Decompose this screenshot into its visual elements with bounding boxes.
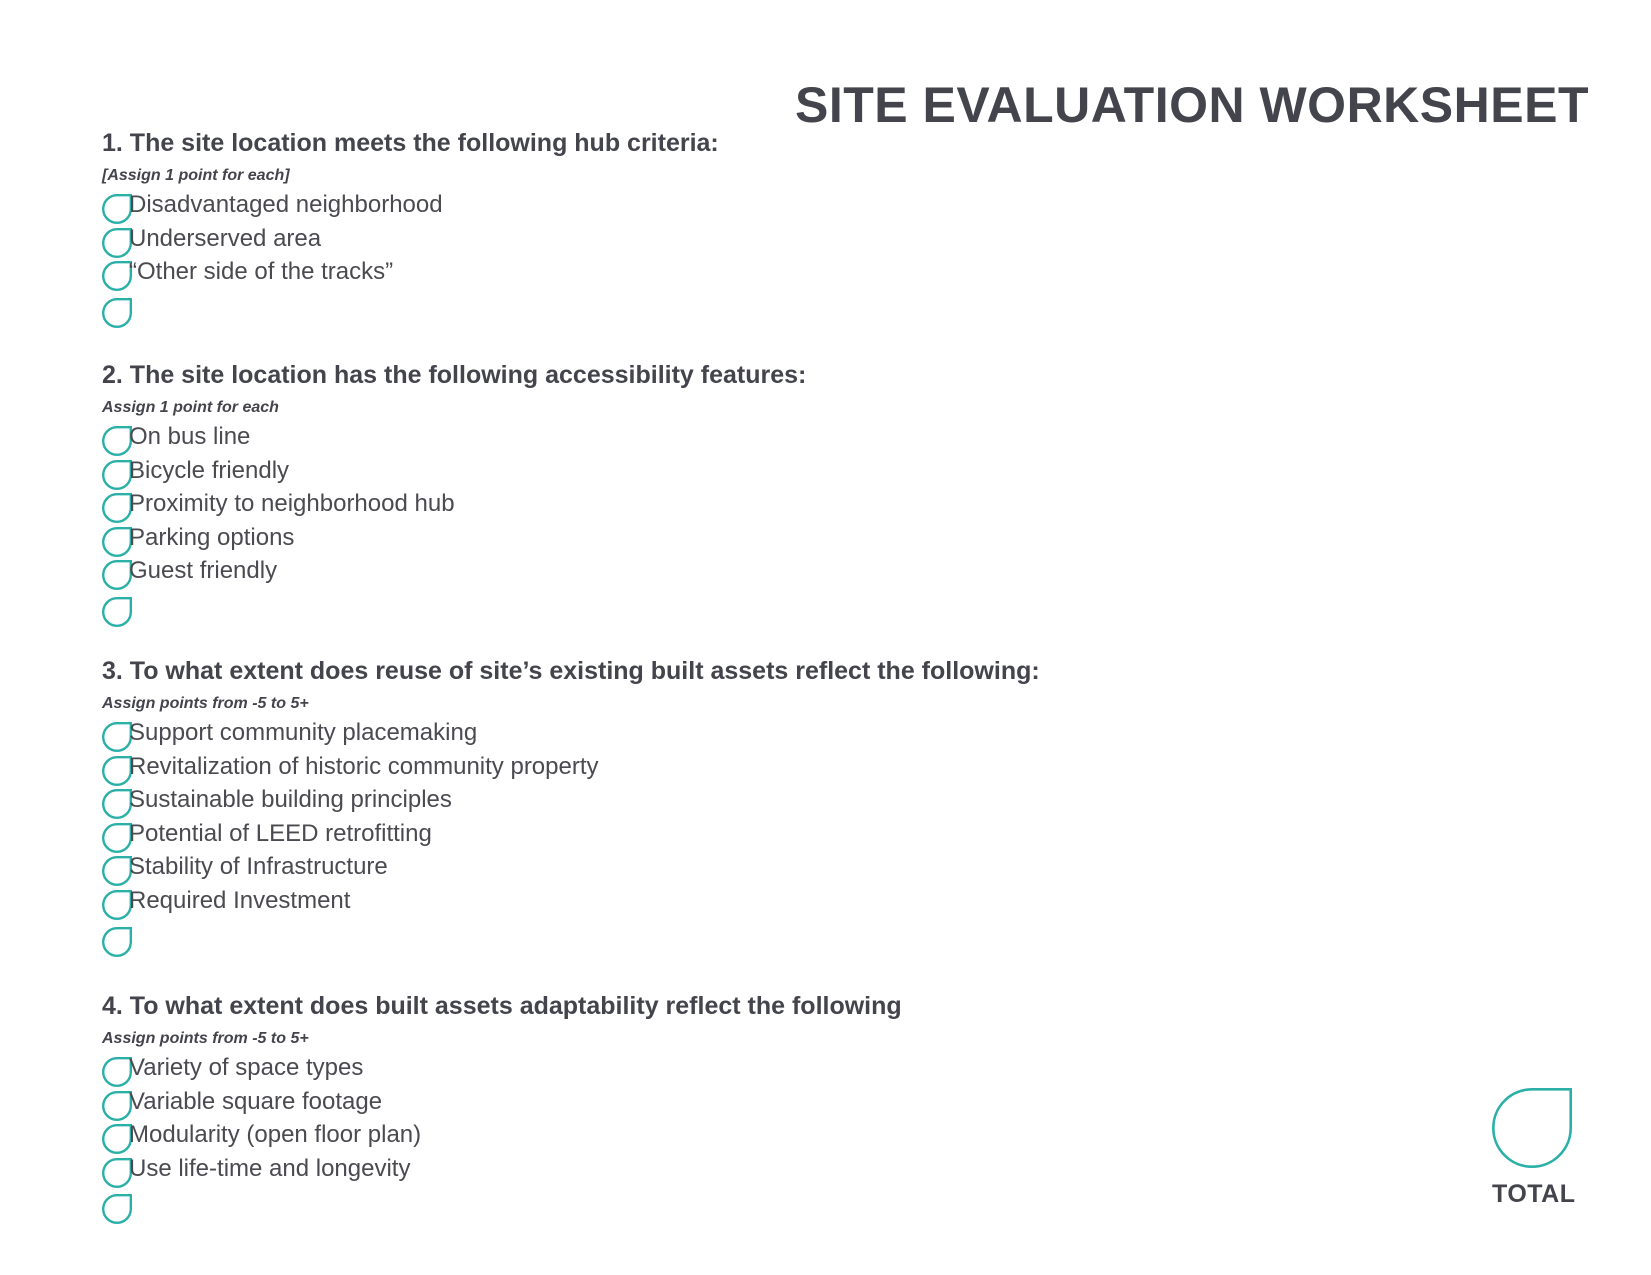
leaf-checkbox-icon[interactable]: [102, 527, 132, 557]
section-instruction: [Assign 1 point for each]: [102, 167, 290, 184]
checklist-item-label: On bus line: [129, 423, 251, 450]
checklist-item: [102, 886, 1040, 920]
leaf-score-box-icon[interactable]: [102, 1194, 132, 1224]
leaf-score-box-icon[interactable]: [102, 927, 132, 957]
checklist-item: [102, 1154, 902, 1188]
checklist-item: [102, 523, 806, 557]
leaf-checkbox-icon[interactable]: [102, 1124, 132, 1154]
checklist-item: [102, 752, 1040, 786]
checklist-item: [102, 422, 806, 456]
section-instruction: Assign 1 point for each: [102, 399, 279, 416]
checklist-item-label: Disadvantaged neighborhood: [129, 191, 443, 218]
checklist-item-label: Potential of LEED retrofitting: [129, 819, 432, 847]
section-3: [102, 656, 1040, 959]
section-score-box: [102, 294, 719, 330]
leaf-checkbox-icon[interactable]: [102, 823, 132, 853]
checklist-item-label: Modularity (open floor plan): [129, 1121, 422, 1149]
checklist-item-label: Use life-time and longevity: [129, 1154, 411, 1182]
section-4: [102, 991, 902, 1226]
checklist-item-label: Bicycle friendly: [129, 456, 290, 484]
checklist-item-label: Guest friendly: [129, 557, 278, 585]
section-1: [102, 128, 719, 330]
section-score-box: [102, 1190, 902, 1226]
checklist-item: [102, 489, 806, 523]
checklist-item-label: “Other side of the tracks”: [129, 258, 394, 286]
leaf-checkbox-icon[interactable]: [102, 756, 132, 786]
section-heading: 2. The site location has the following accessibility features:: [102, 361, 807, 389]
leaf-checkbox-icon[interactable]: [102, 560, 132, 590]
leaf-checkbox-icon[interactable]: [102, 722, 132, 752]
section-instruction: Assign points from -5 to 5+: [102, 1030, 309, 1047]
checklist: [102, 1053, 902, 1226]
checklist-item-label: Proximity to neighborhood hub: [129, 490, 455, 518]
checklist-item: [102, 1120, 902, 1154]
section-heading: 4. To what extent does built assets adaptability reflect the following: [102, 992, 902, 1020]
checklist-item: [102, 852, 1040, 886]
leaf-checkbox-icon[interactable]: [102, 856, 132, 886]
checklist: [102, 190, 719, 330]
checklist-item-label: Underserved area: [129, 224, 322, 252]
leaf-checkbox-icon[interactable]: [102, 261, 132, 291]
leaf-checkbox-icon[interactable]: [102, 1158, 132, 1188]
checklist-item-label: Variable square footage: [129, 1087, 383, 1115]
leaf-score-box-icon[interactable]: [102, 597, 132, 627]
section-2: [102, 360, 806, 629]
leaf-checkbox-icon[interactable]: [102, 1057, 132, 1087]
leaf-checkbox-icon[interactable]: [102, 789, 132, 819]
section-instruction: Assign points from -5 to 5+: [102, 695, 309, 712]
checklist-item: [102, 456, 806, 490]
leaf-checkbox-icon[interactable]: [102, 194, 132, 224]
leaf-checkbox-icon[interactable]: [102, 493, 132, 523]
leaf-checkbox-icon[interactable]: [102, 890, 132, 920]
leaf-checkbox-icon[interactable]: [102, 228, 132, 258]
checklist-item-label: Sustainable building principles: [129, 786, 452, 814]
checklist-item: [102, 257, 719, 291]
checklist-item: [102, 819, 1040, 853]
checklist-item: [102, 785, 1040, 819]
checklist: [102, 718, 1040, 959]
section-score-box: [102, 593, 806, 629]
checklist-item: [102, 718, 1040, 752]
checklist-item: [102, 1053, 902, 1087]
leaf-checkbox-icon[interactable]: [102, 1091, 132, 1121]
leaf-checkbox-icon[interactable]: [102, 426, 132, 456]
leaf-checkbox-icon[interactable]: [102, 460, 132, 490]
section-heading: 1. The site location meets the following hub criteria:: [102, 129, 719, 157]
section-score-box: [102, 923, 1040, 959]
checklist-item-label: Support community placemaking: [129, 719, 478, 746]
page-title: SITE EVALUATION WORKSHEET: [795, 77, 1589, 133]
checklist-item-label: Stability of Infrastructure: [129, 853, 388, 881]
total-label: TOTAL: [1492, 1180, 1576, 1208]
leaf-total-box-icon[interactable]: [1492, 1088, 1572, 1168]
checklist: [102, 422, 806, 629]
checklist-item-label: Variety of space types: [129, 1054, 364, 1081]
checklist-item-label: Revitalization of historic community property: [129, 752, 599, 780]
checklist-item-label: Required Investment: [129, 886, 351, 914]
checklist-item: [102, 224, 719, 258]
leaf-score-box-icon[interactable]: [102, 298, 132, 328]
checklist-item: [102, 190, 719, 224]
section-heading: 3. To what extent does reuse of site’s existing built assets reflect the following:: [102, 657, 1040, 685]
checklist-item: [102, 1087, 902, 1121]
checklist-item: [102, 556, 806, 590]
checklist-item-label: Parking options: [129, 523, 295, 551]
